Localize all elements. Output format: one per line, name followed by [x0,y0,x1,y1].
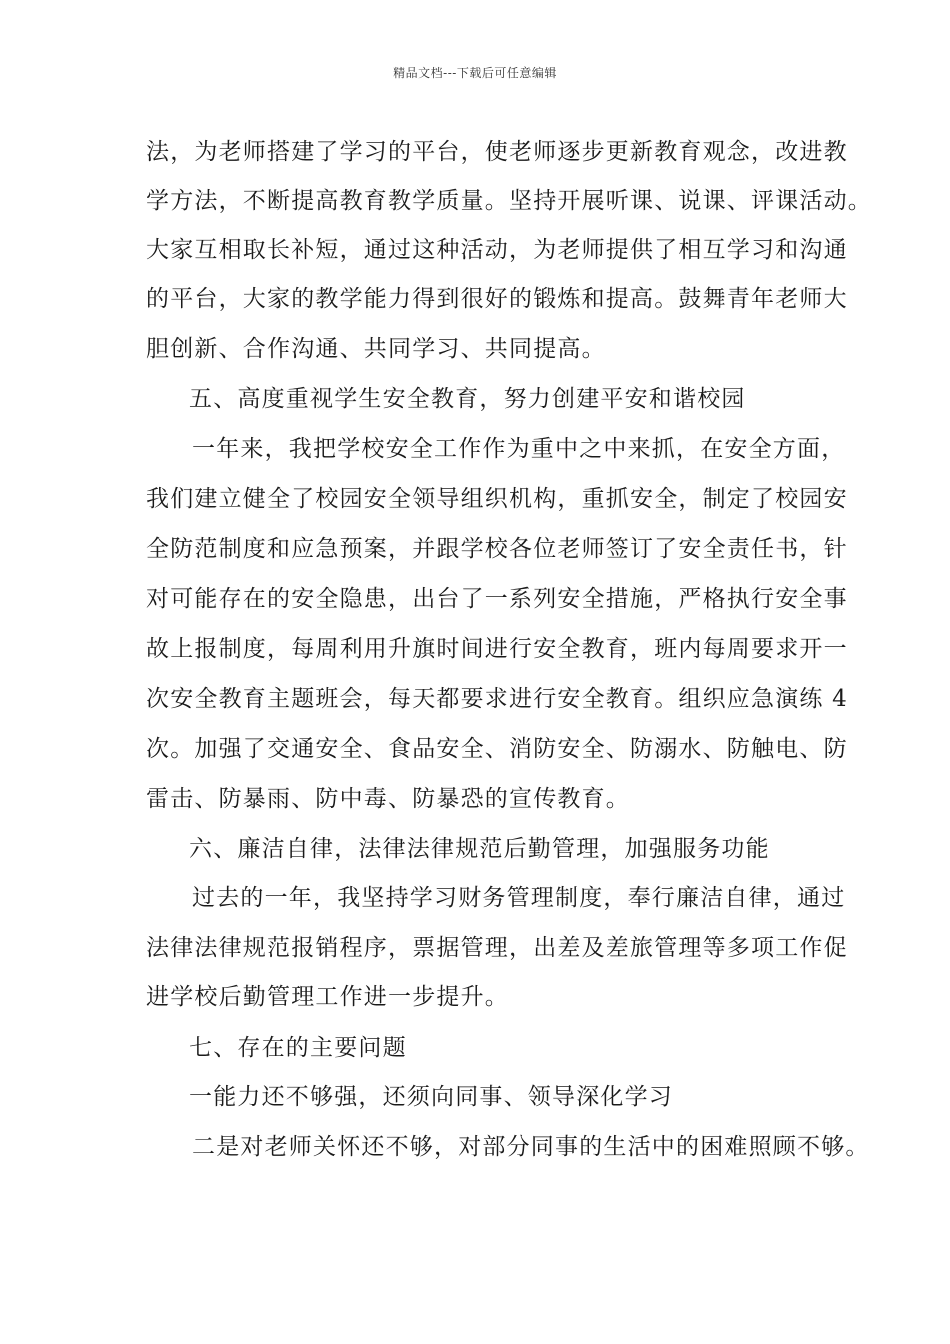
body-line: 过去的一年，我坚持学习财务管理制度，奉行廉洁自律，通过 [192,885,846,911]
body-line: 二是对老师关怀还不够，对部分同事的生活中的困难照顾不够。 [192,1134,870,1160]
body-line: 进学校后勤管理工作进一步提升。 [146,984,509,1010]
body-line: 的平台，大家的教学能力得到很好的锻炼和提高。鼓舞青年老师大 [146,286,848,312]
body-line: 学方法，不断提高教育教学质量。坚持开展听课、说课、评课活动。 [146,188,872,214]
body-line: 法，为老师搭建了学习的平台，使老师逐步更新教育观念，改进教 [146,139,848,165]
page-header: 精品文档---下载后可任意编辑 [393,66,557,80]
body-line: 故上报制度，每周利用升旗时间进行安全教育，班内每周要求开一 [146,636,848,662]
section-heading: 五、高度重视学生安全教育，努力创建平安和谐校园 [189,386,746,412]
section-heading: 六、廉洁自律，法律法律规范后勤管理，加强服务功能 [189,836,770,862]
body-line: 胆创新、合作沟通、共同学习、共同提高。 [146,336,606,362]
body-line: 全防范制度和应急预案，并跟学校各位老师签订了安全责任书，针 [146,536,848,562]
body-line: 我们建立健全了校园安全领导组织机构，重抓安全，制定了校园安 [146,486,848,512]
body-line: 法律法律规范报销程序，票据管理，出差及差旅管理等多项工作促 [146,935,848,961]
body-line: 大家互相取长补短，通过这种活动，为老师提供了相互学习和沟通 [146,237,848,263]
body-line: 次。加强了交通安全、食品安全、消防安全、防溺水、防触电、防 [146,736,848,762]
body-line: 雷击、防暴雨、防中毒、防暴恐的宣传教育。 [146,786,630,812]
body-line: 一年来，我把学校安全工作作为重中之中来抓，在安全方面， [192,436,846,462]
body-line: 对可能存在的安全隐患，出台了一系列安全措施，严格执行安全事 [146,586,848,612]
section-heading: 七、存在的主要问题 [189,1035,407,1061]
body-line: 次安全教育主题班会，每天都要求进行安全教育。组织应急演练 4 [146,686,848,712]
body-line: 一能力还不够强，还须向同事、领导深化学习 [189,1084,673,1110]
